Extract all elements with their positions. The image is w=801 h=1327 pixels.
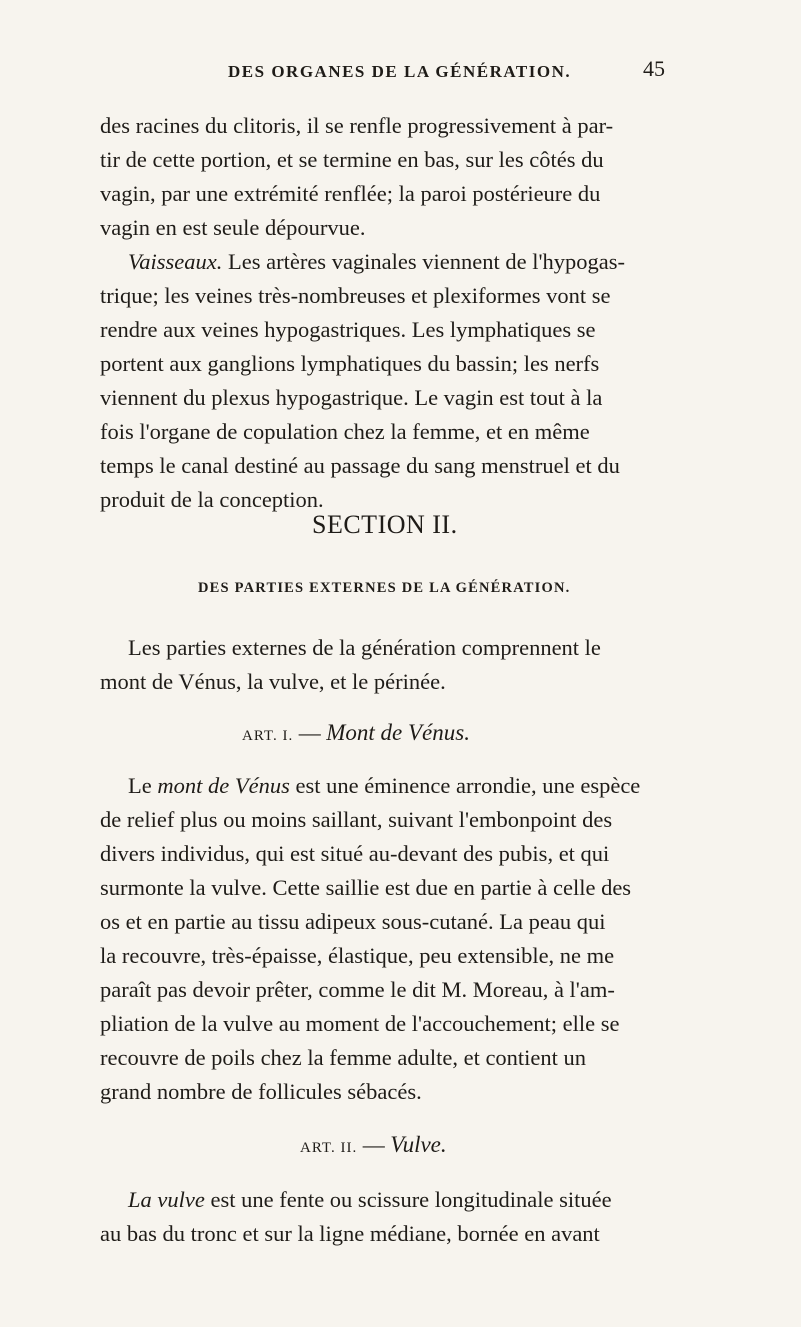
text-line: vagin, par une extrémité renflée; la paroi postérieure du (100, 181, 601, 206)
page-number: 45 (643, 56, 665, 81)
text-line: produit de la conception. (100, 487, 324, 512)
text-fragment: Les artères vaginales viennent de l'hypogas- (222, 249, 626, 274)
article-dash: — (293, 720, 327, 745)
article-number: ART. II. (300, 1140, 358, 1156)
running-head: DES ORGANES DE LA GÉNÉRATION. (228, 62, 572, 81)
text-fragment: Le (128, 773, 158, 798)
text-line: recouvre de poils chez la femme adulte, et contient un (100, 1045, 587, 1070)
text-line: mont de Vénus, la vulve, et le périnée. (100, 669, 446, 694)
text-line: au bas du tronc et sur la ligne médiane, bornée en avant (100, 1221, 600, 1246)
article-dash: — (357, 1132, 391, 1157)
text-line (128, 1186, 612, 1214)
text-line: tir de cette portion, et se termine en bas, sur les côtés du (100, 147, 604, 172)
text-fragment: est une éminence arrondie, une espèce (289, 773, 641, 798)
text-line: paraît pas devoir prêter, comme le dit M. Moreau, à l'am- (100, 977, 615, 1002)
text-line: os et en partie au tissu adipeux sous-cutané. La peau qui (100, 909, 606, 934)
text-line (128, 772, 640, 800)
text-line: grand nombre de follicules sébacés. (100, 1079, 422, 1104)
text-line: vagin en est seule dépourvue. (100, 215, 366, 240)
paragraph-lead: Vaisseaux. (128, 249, 223, 274)
section-title: SECTION II. (312, 510, 458, 539)
text-line: Les parties externes de la génération comprennent le (128, 635, 601, 660)
text-line: pliation de la vulve au moment de l'accouchement; elle se (100, 1011, 620, 1036)
text-line: viennent du plexus hypogastrique. Le vagin est tout à la (100, 385, 603, 410)
text-line: de relief plus ou moins saillant, suivant l'embonpoint des (100, 807, 613, 832)
text-line: divers individus, qui est situé au-devant des pubis, et qui (100, 841, 610, 866)
article-title: Mont de Vénus. (326, 720, 470, 745)
text-line: fois l'organe de copulation chez la femme, et en même (100, 419, 590, 444)
text-line: rendre aux veines hypogastriques. Les lymphatiques se (100, 317, 596, 342)
text-fragment: est une fente ou scissure longitudinale située (204, 1187, 612, 1212)
text-line: des racines du clitoris, il se renfle progressivement à par- (100, 113, 614, 138)
text-line: surmonte la vulve. Cette saillie est due en partie à celle des (100, 875, 632, 900)
text-line (128, 248, 625, 276)
italic-term: La vulve (128, 1187, 205, 1212)
text-line: temps le canal destiné au passage du sang menstruel et du (100, 453, 620, 478)
section-subtitle: DES PARTIES EXTERNES DE LA GÉNÉRATION. (198, 580, 571, 596)
text-line: portent aux ganglions lymphatiques du bassin; les nerfs (100, 351, 600, 376)
article-heading (300, 1132, 447, 1158)
article-number: ART. I. (242, 728, 294, 744)
italic-term: mont de Vénus (157, 773, 290, 798)
article-title: Vulve. (390, 1132, 447, 1157)
article-heading (242, 720, 470, 746)
text-line: trique; les veines très-nombreuses et plexiformes vont se (100, 283, 611, 308)
text-line: la recouvre, très-épaisse, élastique, peu extensible, ne me (100, 943, 615, 968)
